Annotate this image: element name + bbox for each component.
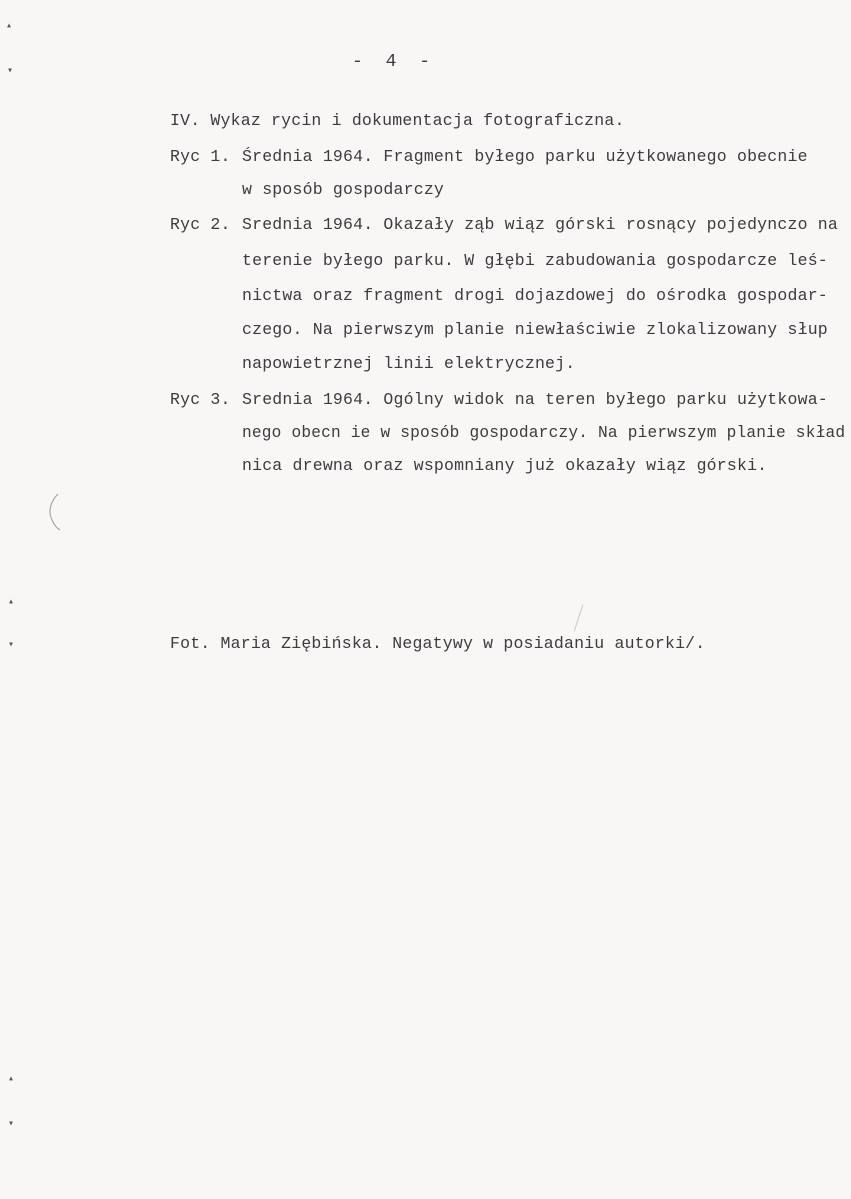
section-heading: IV. Wykaz rycin i dokumentacja fotograficzna. [170, 111, 625, 130]
figure-caption-line: Srednia 1964. Ogólny widok na teren byłego parku użytkowa- [242, 390, 828, 409]
figure-caption-line: terenie byłego parku. W głębi zabudowania gospodarcze leś- [242, 251, 828, 270]
figure-caption-line: nego obecn ie w sposób gospodarczy. Na pierwszym planie skład [242, 423, 846, 442]
page-number: - 4 - [352, 52, 437, 72]
faint-pencil-line [574, 605, 584, 632]
margin-mark: ▴ [8, 1074, 15, 1085]
margin-mark: ▴ [8, 597, 15, 608]
margin-mark: ▾ [7, 66, 14, 77]
figure-label: Ryc 3. [170, 390, 231, 409]
figure-caption-line: nica drewna oraz wspomniany już okazały wiąz górski. [242, 456, 768, 475]
figure-caption-line: Średnia 1964. Fragment byłego parku użytkowanego obecnie [242, 147, 808, 166]
figure-caption-line: czego. Na pierwszym planie niewłaściwie zlokalizowany słup [242, 320, 828, 339]
figure-caption-line: nictwa oraz fragment drogi dojazdowej do ośrodka gospodar- [242, 286, 828, 305]
margin-mark: ▾ [8, 640, 15, 651]
figure-label: Ryc 2. [170, 215, 231, 234]
figure-caption-line: napowietrznej linii elektrycznej. [242, 354, 576, 373]
figure-caption-line: Srednia 1964. Okazały ząb wiąz górski rosnący pojedynczo na [242, 215, 838, 234]
pencil-mark [44, 492, 64, 532]
figure-caption-line: w sposób gospodarczy [242, 180, 445, 199]
photo-credit: Fot. Maria Ziębińska. Negatywy w posiadaniu autorki/. [170, 634, 706, 653]
figure-label: Ryc 1. [170, 147, 231, 166]
margin-mark: ▾ [8, 1119, 15, 1130]
margin-mark: ▴ [6, 21, 13, 32]
